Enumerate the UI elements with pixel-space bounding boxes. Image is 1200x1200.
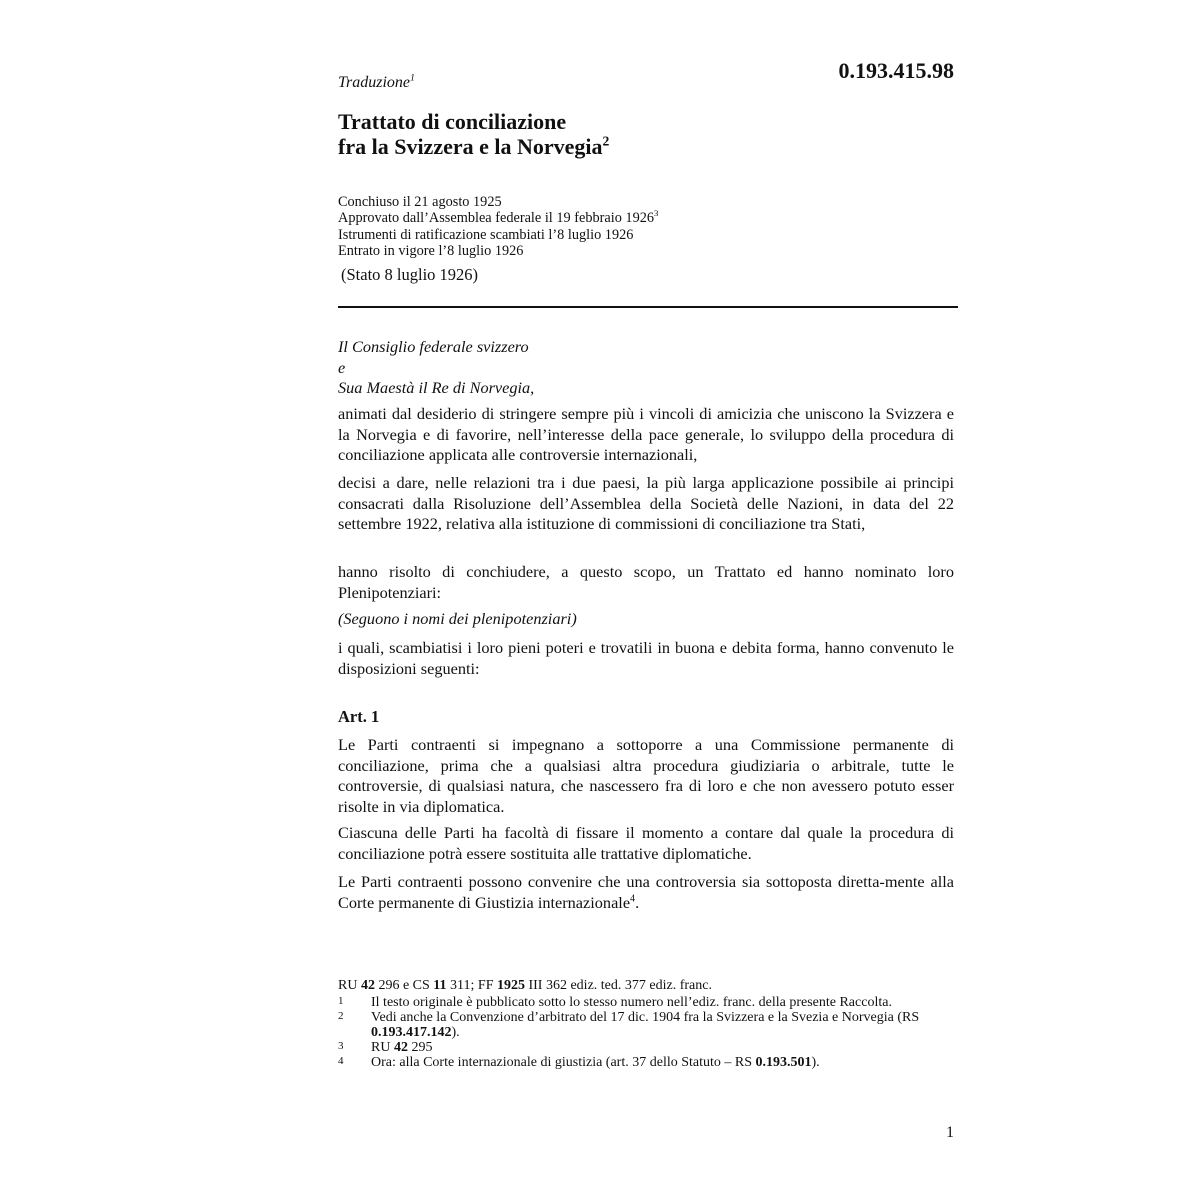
meta-approved-text: Approvato dall’Assemblea federale il 19 febbraio 1926 [338, 210, 655, 227]
title-line-2-text: fra la Svizzera e la Norvegia [338, 134, 603, 159]
source-text: III 362 ediz. ted. 377 ediz. franc. [524, 978, 712, 993]
footnote-text-part: Ora: alla Corte internazionale di giustizia (art. 37 dello Statuto – RS [371, 1055, 756, 1070]
title-line-2 [338, 134, 609, 159]
footnote-number: 1 [338, 995, 344, 1007]
source-reference [338, 978, 954, 993]
source-text: RU [338, 978, 361, 993]
footnote-text [371, 1040, 954, 1055]
source-text: 311; FF [446, 978, 497, 993]
footnote-ref-4[interactable]: 4 [630, 893, 636, 905]
preamble-paragraph-4: (Seguono i nomi dei plenipotenziari) [338, 609, 577, 628]
article-1-paragraph-3-end: . [635, 892, 640, 912]
article-1-paragraph-1: Le Parti contraenti si impegnano a sottoporre a una Commissione permanente di conciliazione, prima che a qualsiasi altra procedura giudiziaria o arbitrale, tutte le controversie, di qualsiasi natura, che nascessero fra di loro e che non avessero potuto esser risolte in via diplomatica. [338, 735, 954, 816]
party-conjunction: e [338, 357, 346, 377]
footnote-link[interactable]: 0.193.501 [755, 1055, 812, 1070]
treaty-title [338, 109, 609, 159]
preamble-paragraph-2: decisi a dare, nelle relazioni tra i due paesi, la più larga applicazione possibile ai principi consacrati dalla Risoluzione dell’Assemblea della Società delle Nazioni, in data del 22 settembre 1922, relativa alla istituzione di commissioni di conciliazione tra Stati, [338, 473, 954, 533]
treaty-metadata [338, 194, 658, 260]
party-norway: Sua Maestà il Re di Norvegia, [338, 378, 535, 397]
article-heading: Art. 1 [338, 707, 380, 726]
source-text: 42 [360, 978, 375, 993]
footnote-link[interactable]: 0.193.417.142 [371, 1025, 452, 1040]
header-divider [338, 306, 958, 308]
footnote-text: Il testo originale è pubblicato sotto lo stesso numero nell’ediz. franc. della presente Raccolta. [371, 995, 892, 1010]
translation-label [338, 74, 415, 92]
footnote-4 [338, 1055, 954, 1070]
footnote-text [371, 1055, 954, 1070]
article-1-paragraph-2: Ciascuna delle Parti ha facoltà di fissare il momento a contare dal quale la procedura di conciliazione potrà essere sostituita alle trattative diplomatiche. [338, 823, 954, 863]
footnote-number: 2 [338, 1010, 344, 1022]
footnote-text [371, 1010, 954, 1040]
article-1-paragraph-3 [338, 872, 954, 913]
footnote-ref-1[interactable]: 1 [410, 72, 415, 84]
meta-in-force: Entrato in vigore l’8 luglio 1926 [338, 243, 524, 260]
translation-text: Traduzione [338, 74, 411, 91]
footnote-text-part: 295 [407, 1040, 433, 1055]
footnote-number: 4 [338, 1055, 344, 1067]
footnote-text-part: RU [371, 1040, 394, 1055]
meta-ratification: Istrumenti di ratificazione scambiati l’8 luglio 1926 [338, 226, 634, 243]
footnote-3 [338, 1040, 954, 1055]
meta-approved [338, 210, 658, 226]
footnote-number: 3 [338, 1040, 344, 1052]
footnote-text-part: Vedi anche la Convenzione d’arbitrato del 17 dic. 1904 fra la Svizzera e la Svezia e Norvegia (RS [371, 1010, 920, 1025]
footnote-ref-3[interactable]: 3 [654, 208, 659, 219]
preamble-paragraph-3: hanno risolto di conchiudere, a questo scopo, un Trattato ed hanno nominato loro Plenipotenziari: [338, 562, 954, 602]
preamble-parties [338, 337, 534, 399]
document-number: 0.193.415.98 [838, 58, 954, 83]
preamble-paragraph-5: i quali, scambiatisi i loro pieni poteri e trovatili in buona e debita forma, hanno convenuto le disposizioni seguenti: [338, 638, 954, 678]
source-text: 296 e CS [374, 978, 434, 993]
meta-concluded: Conchiuso il 21 agosto 1925 [338, 194, 502, 210]
page-number: 1 [946, 1124, 954, 1141]
footnote-text-part: 42 [393, 1040, 408, 1055]
preamble-paragraph-1: animati dal desiderio di stringere sempre più i vincoli di amicizia che uniscono la Svizzera e la Norvegia e di favorire, nell’interesse della pace generale, lo sviluppo della procedura di conciliazione applicata alle controversie internazionali, [338, 404, 954, 464]
party-switzerland: Il Consiglio federale svizzero [338, 337, 529, 356]
footnotes [338, 978, 954, 1070]
footnote-ref-2[interactable]: 2 [602, 133, 610, 149]
source-text: 11 [433, 978, 447, 993]
title-line-1: Trattato di conciliazione [338, 109, 567, 134]
footnote-text-part: ). [811, 1055, 820, 1070]
footnote-2 [338, 1010, 954, 1040]
footnote-1 [338, 995, 954, 1010]
article-1-paragraph-3-text: Le Parti contraenti possono convenire che una controversia sia sottoposta diretta-mente alla Corte permanente di Giustizia internazionale [338, 872, 954, 912]
footnote-text-part: ). [451, 1025, 460, 1040]
source-text: 1925 [496, 978, 525, 993]
status-date: (Stato 8 luglio 1926) [341, 265, 479, 284]
